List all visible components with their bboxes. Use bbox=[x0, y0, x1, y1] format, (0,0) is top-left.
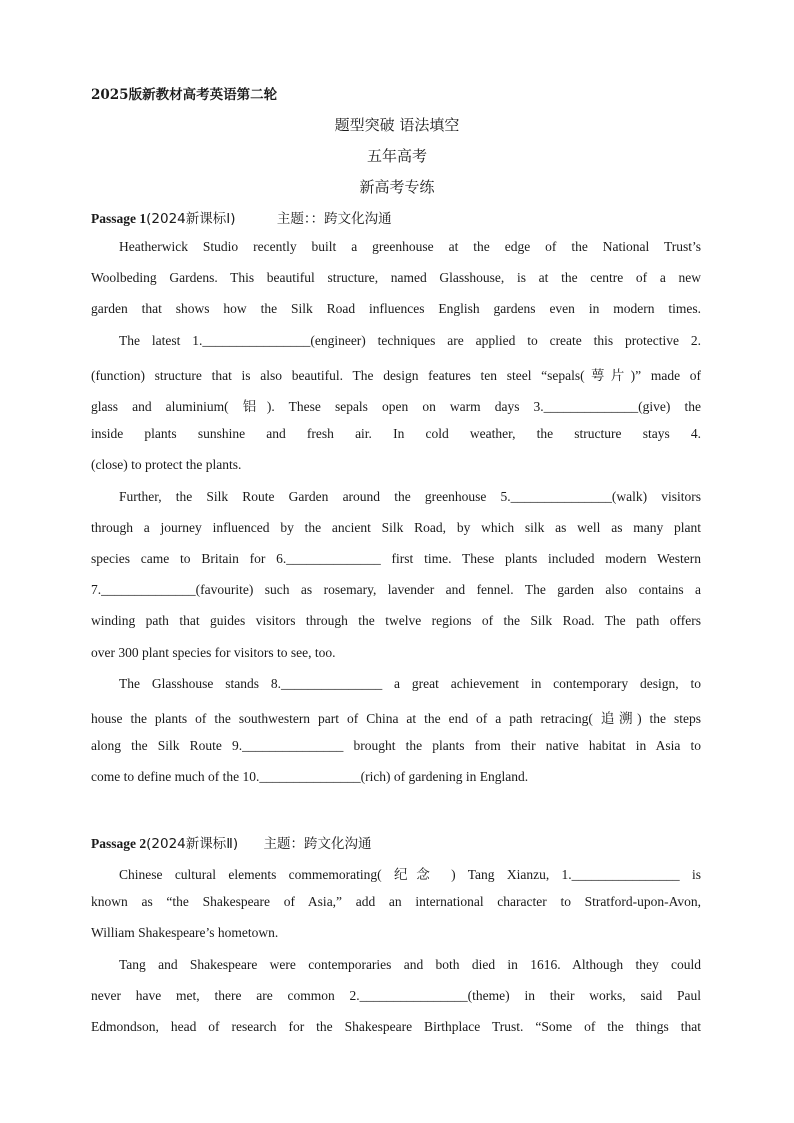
passage1-line: come to define much of the 10._______________(rich) of gardening in England. bbox=[91, 769, 529, 784]
practice-heading: 新高考专练 bbox=[359, 178, 435, 196]
passage1-line: house the plants of the southwestern part of China at the end of a path retracing( 追溯) the steps bbox=[91, 711, 701, 726]
passage2-line: known as “the Shakespeare of Asia,” add an international character to Stratford-upon-Avon, bbox=[91, 894, 701, 909]
passage1-line: Further, the Silk Route Garden around the greenhouse 5._______________(walk) visitors bbox=[119, 489, 701, 504]
passage1-line: Heatherwick Studio recently built a greenhouse at the edge of the National Trust’s bbox=[119, 239, 701, 254]
passage1-line: along the Silk Route 9._______________ brought the plants from their native habitat in Asia to bbox=[91, 738, 701, 753]
passage1-line: through a journey influenced by the ancient Silk Road, by which silk as well as many plant bbox=[91, 520, 701, 535]
passage1-line: 7.______________(favourite) such as rosemary, lavender and fennel. The garden also contains a bbox=[91, 582, 701, 597]
passage1-topic: 主题：：跨文化沟通 bbox=[276, 211, 392, 227]
passage1-label: Passage 1 bbox=[91, 211, 147, 226]
passage1-line: winding path that guides visitors through the twelve regions of the Silk Road. The path offers bbox=[91, 613, 701, 628]
passage2-line: Edmondson, head of research for the Shakespeare Birthplace Trust. “Some of the things that bbox=[91, 1019, 701, 1034]
passage1-line: species came to Britain for 6.______________ first time. These plants included modern Western bbox=[91, 551, 701, 566]
exam-heading: 五年高考 bbox=[366, 147, 427, 165]
passage1-line: (function) structure that is also beautiful. The design features ten steel “sepals(萼片)” made of bbox=[91, 368, 701, 383]
passage1-source: (2024新课标Ⅰ) bbox=[146, 211, 236, 227]
passage1-line: inside plants sunshine and fresh air. In cold weather, the structure stays 4. bbox=[91, 426, 701, 441]
passage1-line: garden that shows how the Silk Road influences English gardens even in modern times. bbox=[91, 301, 701, 316]
passage1-line: Woolbeding Gardens. This beautiful structure, named Glasshouse, is at the centre of a new bbox=[91, 270, 701, 285]
passage2-header bbox=[91, 832, 701, 852]
passage2-topic: 主题：跨文化沟通 bbox=[263, 836, 372, 852]
passage1-line: (close) to protect the plants. bbox=[91, 457, 242, 472]
passage2-label: Passage 2 bbox=[91, 836, 147, 851]
passage2-line: never have met, there are common 2.________________(theme) in their works, said Paul bbox=[91, 988, 701, 1003]
passage2-source: (2024新课标Ⅱ) bbox=[146, 836, 239, 852]
passage2-line: Chinese cultural elements commemorating( 纪念 ) Tang Xianzu, 1.________________ is bbox=[119, 867, 701, 882]
section-heading: 题型突破 语法填空 bbox=[334, 116, 460, 134]
passage1-line: over 300 plant species for visitors to see, too. bbox=[91, 645, 336, 660]
passage1-header bbox=[91, 207, 701, 227]
document-title: 2025版新教材高考英语第二轮 bbox=[91, 87, 278, 103]
passage1-line: glass and aluminium( 铝). These sepals open on warm days 3.______________(give) the bbox=[91, 399, 701, 414]
passage2-line: Tang and Shakespeare were contemporaries and both died in 1616. Although they could bbox=[119, 957, 701, 972]
passage1-line: The latest 1.________________(engineer) techniques are applied to create this protective 2. bbox=[119, 333, 701, 348]
passage2-line: William Shakespeare’s hometown. bbox=[91, 925, 279, 940]
passage1-line: The Glasshouse stands 8._______________ a great achievement in contemporary design, to bbox=[119, 676, 701, 691]
